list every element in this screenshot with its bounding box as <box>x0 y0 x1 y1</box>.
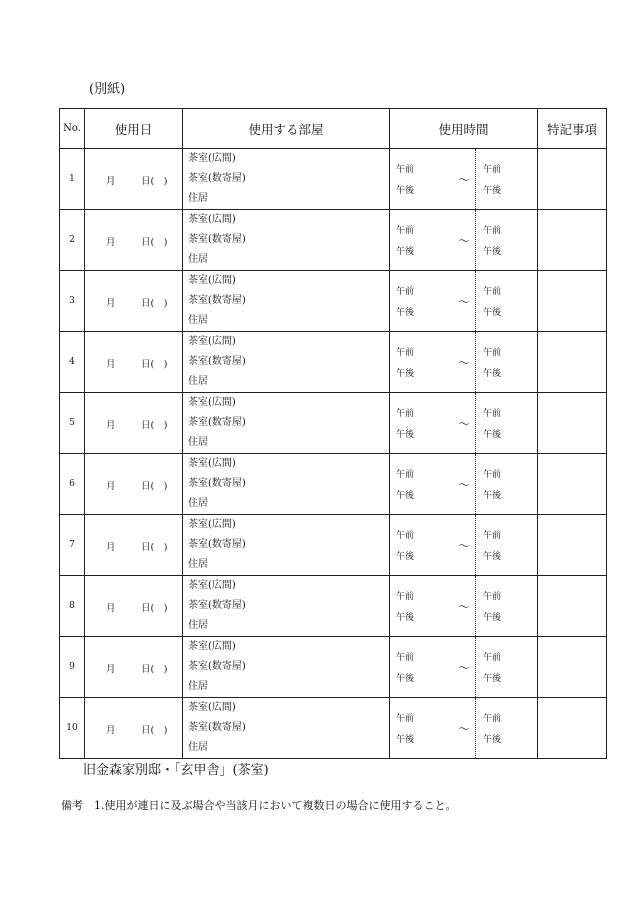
dotted-divider <box>475 515 476 575</box>
start-pm-label: 午後 <box>396 552 415 562</box>
table-row <box>60 454 607 515</box>
end-pm-label: 午後 <box>483 369 502 379</box>
start-am-label: 午前 <box>396 531 415 541</box>
end-pm-label: 午後 <box>483 735 502 745</box>
end-pm-label: 午後 <box>483 186 502 196</box>
room-option-hiroma: 茶室(広間) <box>188 519 236 530</box>
header-time: 使用時間 <box>390 109 538 149</box>
room-option-residence: 住居 <box>188 254 208 265</box>
time-range-tilde: ～ <box>458 356 471 370</box>
start-am-label: 午前 <box>396 226 415 236</box>
remarks-note: 備考 1.使用が連日に及ぶ場合や当該月において複数日の場合に使用すること。 <box>61 799 457 812</box>
room-option-hiroma: 茶室(広間) <box>188 336 236 347</box>
day-label: 日( ) <box>141 237 168 248</box>
room-option-hiroma: 茶室(広間) <box>188 580 236 591</box>
month-label: 月 <box>106 176 116 187</box>
end-am-label: 午前 <box>483 409 502 419</box>
row-number: 4 <box>60 332 85 393</box>
date-cell[interactable] <box>85 332 183 393</box>
dotted-divider <box>475 698 476 758</box>
table-row <box>60 698 607 759</box>
month-label: 月 <box>106 542 116 553</box>
notes-cell[interactable] <box>538 149 607 210</box>
notes-cell[interactable] <box>538 210 607 271</box>
time-cell[interactable] <box>390 515 538 576</box>
room-option-residence: 住居 <box>188 620 208 631</box>
room-option-sukiya: 茶室(数寄屋) <box>188 234 246 245</box>
start-am-label: 午前 <box>396 714 415 724</box>
table-row <box>60 210 607 271</box>
time-range-tilde: ～ <box>458 600 471 614</box>
day-label: 日( ) <box>141 725 168 736</box>
time-range-tilde: ～ <box>458 722 471 736</box>
room-option-sukiya: 茶室(数寄屋) <box>188 600 246 611</box>
room-option-sukiya: 茶室(数寄屋) <box>188 295 246 306</box>
time-range-tilde: ～ <box>458 478 471 492</box>
month-label: 月 <box>106 359 116 370</box>
start-pm-label: 午後 <box>396 674 415 684</box>
time-cell[interactable] <box>390 149 538 210</box>
room-option-residence: 住居 <box>188 742 208 753</box>
notes-cell[interactable] <box>538 332 607 393</box>
table-row <box>60 515 607 576</box>
end-am-label: 午前 <box>483 348 502 358</box>
start-pm-label: 午後 <box>396 491 415 501</box>
date-cell[interactable] <box>85 393 183 454</box>
start-am-label: 午前 <box>396 653 415 663</box>
room-option-hiroma: 茶室(広間) <box>188 214 236 225</box>
date-cell[interactable] <box>85 698 183 759</box>
header-no: No. <box>60 109 85 149</box>
room-cell[interactable] <box>183 515 390 576</box>
header-row <box>60 109 607 149</box>
room-cell[interactable] <box>183 637 390 698</box>
header-date: 使用日 <box>85 109 183 149</box>
table-row <box>60 332 607 393</box>
start-pm-label: 午後 <box>396 308 415 318</box>
day-label: 日( ) <box>141 420 168 431</box>
notes-cell[interactable] <box>538 515 607 576</box>
room-option-residence: 住居 <box>188 437 208 448</box>
day-label: 日( ) <box>141 542 168 553</box>
table-row <box>60 149 607 210</box>
start-pm-label: 午後 <box>396 369 415 379</box>
dotted-divider <box>475 454 476 514</box>
start-pm-label: 午後 <box>396 613 415 623</box>
room-cell[interactable] <box>183 576 390 637</box>
end-pm-label: 午後 <box>483 674 502 684</box>
room-option-residence: 住居 <box>188 681 208 692</box>
month-label: 月 <box>106 481 116 492</box>
end-pm-label: 午後 <box>483 491 502 501</box>
row-number: 8 <box>60 576 85 637</box>
dotted-divider <box>475 332 476 392</box>
attachment-label: (別紙) <box>89 82 126 97</box>
end-pm-label: 午後 <box>483 247 502 257</box>
start-am-label: 午前 <box>396 470 415 480</box>
end-pm-label: 午後 <box>483 613 502 623</box>
date-cell[interactable] <box>85 576 183 637</box>
end-am-label: 午前 <box>483 165 502 175</box>
room-option-residence: 住居 <box>188 315 208 326</box>
start-pm-label: 午後 <box>396 430 415 440</box>
dotted-divider <box>475 637 476 697</box>
time-cell[interactable] <box>390 576 538 637</box>
day-label: 日( ) <box>141 481 168 492</box>
end-pm-label: 午後 <box>483 308 502 318</box>
room-option-residence: 住居 <box>188 376 208 387</box>
start-am-label: 午前 <box>396 592 415 602</box>
table-row <box>60 576 607 637</box>
row-number: 10 <box>60 698 85 759</box>
end-am-label: 午前 <box>483 714 502 724</box>
room-option-hiroma: 茶室(広間) <box>188 641 236 652</box>
date-cell[interactable] <box>85 210 183 271</box>
room-cell[interactable] <box>183 271 390 332</box>
room-cell[interactable] <box>183 149 390 210</box>
end-am-label: 午前 <box>483 470 502 480</box>
room-option-residence: 住居 <box>188 498 208 509</box>
time-cell[interactable] <box>390 698 538 759</box>
day-label: 日( ) <box>141 664 168 675</box>
row-number: 3 <box>60 271 85 332</box>
table-row <box>60 637 607 698</box>
day-label: 日( ) <box>141 603 168 614</box>
day-label: 日( ) <box>141 176 168 187</box>
room-option-hiroma: 茶室(広間) <box>188 702 236 713</box>
room-cell[interactable] <box>183 454 390 515</box>
room-option-sukiya: 茶室(数寄屋) <box>188 173 246 184</box>
room-cell[interactable] <box>183 332 390 393</box>
time-cell[interactable] <box>390 393 538 454</box>
notes-cell[interactable] <box>538 698 607 759</box>
dotted-divider <box>475 210 476 270</box>
start-am-label: 午前 <box>396 348 415 358</box>
time-range-tilde: ～ <box>458 539 471 553</box>
room-option-sukiya: 茶室(数寄屋) <box>188 722 246 733</box>
start-pm-label: 午後 <box>396 735 415 745</box>
time-cell[interactable] <box>390 210 538 271</box>
start-pm-label: 午後 <box>396 247 415 257</box>
time-cell[interactable] <box>390 332 538 393</box>
row-number: 9 <box>60 637 85 698</box>
month-label: 月 <box>106 725 116 736</box>
date-cell[interactable] <box>85 515 183 576</box>
start-am-label: 午前 <box>396 165 415 175</box>
start-am-label: 午前 <box>396 287 415 297</box>
dotted-divider <box>475 149 476 209</box>
room-cell[interactable] <box>183 698 390 759</box>
usage-table <box>59 108 607 759</box>
time-cell[interactable] <box>390 454 538 515</box>
month-label: 月 <box>106 237 116 248</box>
day-label: 日( ) <box>141 359 168 370</box>
time-range-tilde: ～ <box>458 417 471 431</box>
date-cell[interactable] <box>85 637 183 698</box>
month-label: 月 <box>106 420 116 431</box>
notes-cell[interactable] <box>538 637 607 698</box>
end-am-label: 午前 <box>483 653 502 663</box>
header-room: 使用する部屋 <box>183 109 390 149</box>
room-option-sukiya: 茶室(数寄屋) <box>188 478 246 489</box>
room-option-hiroma: 茶室(広間) <box>188 275 236 286</box>
end-am-label: 午前 <box>483 287 502 297</box>
room-cell[interactable] <box>183 210 390 271</box>
row-number: 7 <box>60 515 85 576</box>
date-cell[interactable] <box>85 271 183 332</box>
month-label: 月 <box>106 298 116 309</box>
header-notes: 特記事項 <box>538 109 607 149</box>
time-cell[interactable] <box>390 637 538 698</box>
row-number: 2 <box>60 210 85 271</box>
room-option-hiroma: 茶室(広間) <box>188 153 236 164</box>
notes-cell[interactable] <box>538 271 607 332</box>
room-option-sukiya: 茶室(数寄屋) <box>188 417 246 428</box>
room-option-sukiya: 茶室(数寄屋) <box>188 661 246 672</box>
time-range-tilde: ～ <box>458 295 471 309</box>
month-label: 月 <box>106 603 116 614</box>
date-cell[interactable] <box>85 454 183 515</box>
room-option-hiroma: 茶室(広間) <box>188 458 236 469</box>
room-option-residence: 住居 <box>188 193 208 204</box>
end-am-label: 午前 <box>483 226 502 236</box>
room-cell[interactable] <box>183 393 390 454</box>
month-label: 月 <box>106 664 116 675</box>
end-pm-label: 午後 <box>483 552 502 562</box>
end-am-label: 午前 <box>483 531 502 541</box>
time-range-tilde: ～ <box>458 661 471 675</box>
dotted-divider <box>475 576 476 636</box>
notes-cell[interactable] <box>538 576 607 637</box>
day-label: 日( ) <box>141 298 168 309</box>
room-option-residence: 住居 <box>188 559 208 570</box>
time-range-tilde: ～ <box>458 234 471 248</box>
start-am-label: 午前 <box>396 409 415 419</box>
time-range-tilde: ～ <box>458 173 471 187</box>
table-row <box>60 271 607 332</box>
dotted-divider <box>475 271 476 331</box>
table-row <box>60 393 607 454</box>
room-option-sukiya: 茶室(数寄屋) <box>188 539 246 550</box>
start-pm-label: 午後 <box>396 186 415 196</box>
dotted-divider <box>475 393 476 453</box>
row-number: 1 <box>60 149 85 210</box>
room-option-hiroma: 茶室(広間) <box>188 397 236 408</box>
date-cell[interactable] <box>85 149 183 210</box>
row-number: 5 <box>60 393 85 454</box>
end-am-label: 午前 <box>483 592 502 602</box>
notes-cell[interactable] <box>538 454 607 515</box>
notes-cell[interactable] <box>538 393 607 454</box>
time-cell[interactable] <box>390 271 538 332</box>
facility-caption: 旧金森家別邸・「玄甲舎」(茶室) <box>83 763 269 778</box>
row-number: 6 <box>60 454 85 515</box>
room-option-sukiya: 茶室(数寄屋) <box>188 356 246 367</box>
end-pm-label: 午後 <box>483 430 502 440</box>
